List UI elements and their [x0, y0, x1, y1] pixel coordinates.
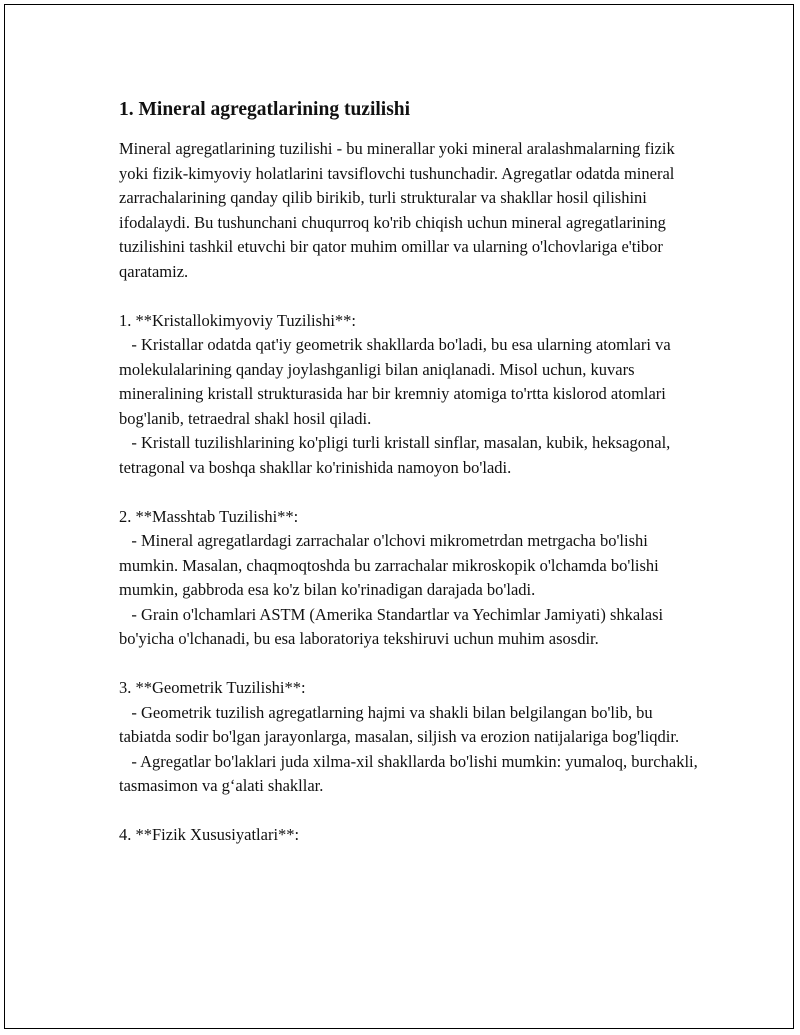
section-heading: 1. **Kristallokimyoviy Tuzilishi**: — [119, 310, 356, 330]
section-masshtab — [119, 505, 704, 652]
document-page — [4, 4, 794, 1029]
section-bullet: - Grain o'lchamlari ASTM (Amerika Standartlar va Yechimlar Jamiyati) shkalasi bo'yicha o'lchanadi, bu esa laboratoriya tekshiruvi uchun muhim asosdir. — [119, 604, 668, 648]
section-kristallokimyoviy — [119, 309, 704, 481]
document-title: 1. Mineral agregatlarining tuzilishi — [119, 99, 411, 120]
section-bullet: - Kristallar odatda qat'iy geometrik shakllarda bo'ladi, bu esa ularning atomlari va molekulalarining qanday joylashganligi bilan aniqlanadi. Misol uchun, kuvars mineralining kristall strukturasida har bir kremniy atomiga to'rtta kislorod atomlari bog'lanib, tetraedral shakl hosil qiladi. — [119, 335, 675, 428]
section-heading: 4. **Fizik Xususiyatlari**: — [119, 825, 300, 844]
intro-paragraph: Mineral agregatlarining tuzilishi - bu minerallar yoki mineral aralashmalarning fizik yoki fizik-kimyoviy holatlarini tavsiflovchi tushunchadir. Agregatlar odatda mineral zarrachalarining qanday qilib birikib, turli strukturalar va shakllar hosil qilishini ifodalaydi. Bu tushunchani chuqurroq ko'rib chiqish uchun mineral agregatlarining tuzilishini tashkil etuvchi bir qator muhim omillar va ularning o'lchovlariga e'tibor qaratamiz. — [119, 139, 679, 281]
section-geometrik — [119, 676, 704, 799]
section-bullet: - Agregatlar bo'laklari juda xilma-xil shakllarda bo'lishi mumkin: yumaloq, burchakli, tasmasimon va g‘alati shakllar. — [119, 751, 702, 795]
section-bullet: - Mineral agregatlardagi zarrachalar o'lchovi mikrometrdan metrgacha bo'lishi mumkin. Masalan, chaqmoqtoshda bu zarrachalar mikroskopik o'lchamda bo'lishi mumkin, gabbroda esa ko'z bilan ko'rinadigan darajada bo'ladi. — [119, 531, 663, 599]
section-heading: 2. **Masshtab Tuzilishi**: — [119, 506, 299, 526]
section-bullet: - Kristall tuzilishlarining ko'pligi turli kristall sinflar, masalan, kubik, heksagonal, tetragonal va boshqa shakllar ko'rinishida namoyon bo'ladi. — [119, 433, 675, 477]
section-bullet: - Geometrik tuzilish agregatlarning hajmi va shakli bilan belgilangan bo'lib, bu tabiatda sodir bo'lgan jarayonlarga, masalan, siljish va erozion natijalariga bog'liqdir. — [119, 702, 680, 746]
document-content — [119, 97, 704, 872]
section-heading: 3. **Geometrik Tuzilishi**: — [119, 678, 306, 697]
section-fizik — [119, 823, 704, 848]
